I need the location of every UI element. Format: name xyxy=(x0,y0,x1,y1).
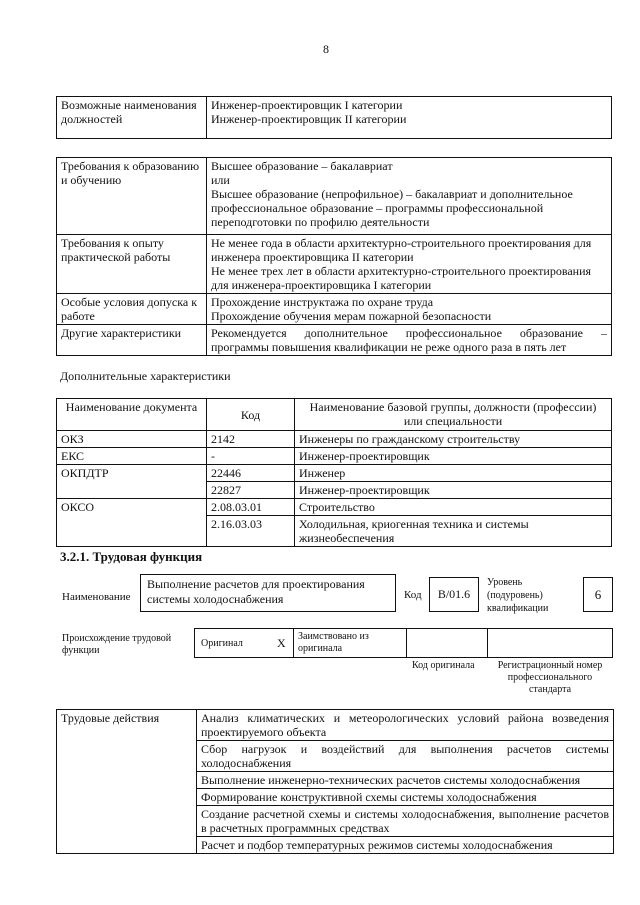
row-doc: ОКПДТР xyxy=(57,465,207,499)
borrowed-label: Заимствовано из оригинала xyxy=(298,631,369,654)
requirement-line: или xyxy=(211,173,230,187)
possible-positions-table xyxy=(56,96,612,139)
code-value: B/01.6 xyxy=(437,587,471,601)
origin-label: Происхождение трудовой функции xyxy=(62,633,172,656)
labor-action-item: Расчет и подбор температурных режимов системы холодоснабжения xyxy=(197,837,614,854)
labor-action-item: Выполнение инженерно-технических расчетов системы холодоснабжения xyxy=(197,772,614,789)
row-code: 2142 xyxy=(207,431,295,448)
page-number: 8 xyxy=(323,42,329,56)
function-name-value: Выполнение расчетов для проектирования системы холодоснабжения xyxy=(147,577,365,606)
level-box xyxy=(583,577,613,612)
row-code: 22827 xyxy=(207,482,295,499)
requirement-value xyxy=(207,294,612,325)
requirement-value xyxy=(207,158,612,235)
requirement-label: Особые условия допуска к работе xyxy=(57,294,207,325)
header-name: Наименование базовой группы, должности (профессии) или специальности xyxy=(295,399,612,431)
origin-borrowed-box xyxy=(293,628,407,658)
code-box xyxy=(429,577,479,612)
labor-action-item: Создание расчетной схемы и системы холодоснабжения, выполнение расчетов в расчетных программных средствах xyxy=(197,806,614,837)
requirement-line: Прохождение обучения мерам пожарной безопасности xyxy=(211,309,492,323)
additional-title: Дополнительные характеристики xyxy=(60,369,231,383)
position-value: Инженер-проектировщик II категории xyxy=(211,112,407,126)
row-doc: ОКЗ xyxy=(57,431,207,448)
function-name-label: Наименование xyxy=(62,591,131,603)
code-original-caption: Код оригинала xyxy=(412,660,475,671)
original-mark: X xyxy=(277,636,286,650)
requirement-line: Прохождение инструктажа по охране труда xyxy=(211,295,434,309)
requirement-label: Требования к опыту практической работы xyxy=(57,235,207,294)
row-name: Инженер xyxy=(295,465,612,482)
origin-original-box xyxy=(194,628,294,658)
code-label: Код xyxy=(404,589,422,601)
additional-table xyxy=(56,398,612,547)
row-name: Инженер-проектировщик xyxy=(295,448,612,465)
function-name-box xyxy=(140,574,396,612)
row-doc: ЕКС xyxy=(57,448,207,465)
row-doc: ОКСО xyxy=(57,499,207,547)
requirement-value xyxy=(207,235,612,294)
code-original-box xyxy=(406,628,488,658)
row-name: Инженер-проектировщик xyxy=(295,482,612,499)
reg-number-box xyxy=(487,628,613,658)
requirement-line: Не менее года в области архитектурно-строительного проектирования для инженера проектировщика II категории xyxy=(211,236,592,264)
row-name: Инженеры по гражданскому строительству xyxy=(295,431,612,448)
labor-action-item: Анализ климатических и метеорологических условий района возведения проектируемого объекта xyxy=(197,710,614,741)
level-label: Уровень (подуровень) квалификации xyxy=(487,577,549,614)
requirement-label: Требования к образованию и обучению xyxy=(57,158,207,235)
labor-actions-table xyxy=(56,709,614,854)
row-code: 22446 xyxy=(207,465,295,482)
row-name: Холодильная, криогенная техника и системы жизнеобеспечения xyxy=(295,516,612,547)
labor-action-item: Сбор нагрузок и воздействий для выполнения расчетов системы холодоснабжения xyxy=(197,741,614,772)
position-value: Инженер-проектировщик I категории xyxy=(211,98,403,112)
requirement-line: Высшее образование – бакалавриат xyxy=(211,159,393,173)
level-value: 6 xyxy=(594,587,602,602)
row-code: 2.16.03.03 xyxy=(207,516,295,547)
row-code: - xyxy=(207,448,295,465)
possible-positions-values xyxy=(207,97,612,139)
labor-actions-label: Трудовые действия xyxy=(57,710,197,854)
labor-action-item: Формирование конструктивной схемы системы холодоснабжения xyxy=(197,789,614,806)
original-label: Оригинал xyxy=(201,638,243,649)
possible-positions-label: Возможные наименования должностей xyxy=(57,97,207,139)
row-name: Строительство xyxy=(295,499,612,516)
header-doc: Наименование документа xyxy=(57,399,207,431)
requirement-line: Не менее трех лет в области архитектурно-строительного проектирования для инженера-проектировщика I категории xyxy=(211,264,592,292)
requirement-label: Другие характеристики xyxy=(57,325,207,356)
header-code: Код xyxy=(207,399,295,431)
row-code: 2.08.03.01 xyxy=(207,499,295,516)
reg-number-caption: Регистрационный номер профессионального стандарта xyxy=(497,660,603,695)
requirements-table xyxy=(56,157,612,356)
requirement-value: Рекомендуется дополнительное профессиональное образование – программы повышения квалификации не реже одного раза в пять лет xyxy=(207,325,612,356)
requirement-line: Высшее образование (непрофильное) – бакалавриат и дополнительное профессиональное образование – программы профессиональной переподготовки по профилю деятельности xyxy=(211,187,573,229)
function-title: 3.2.1. Трудовая функция xyxy=(60,549,203,564)
